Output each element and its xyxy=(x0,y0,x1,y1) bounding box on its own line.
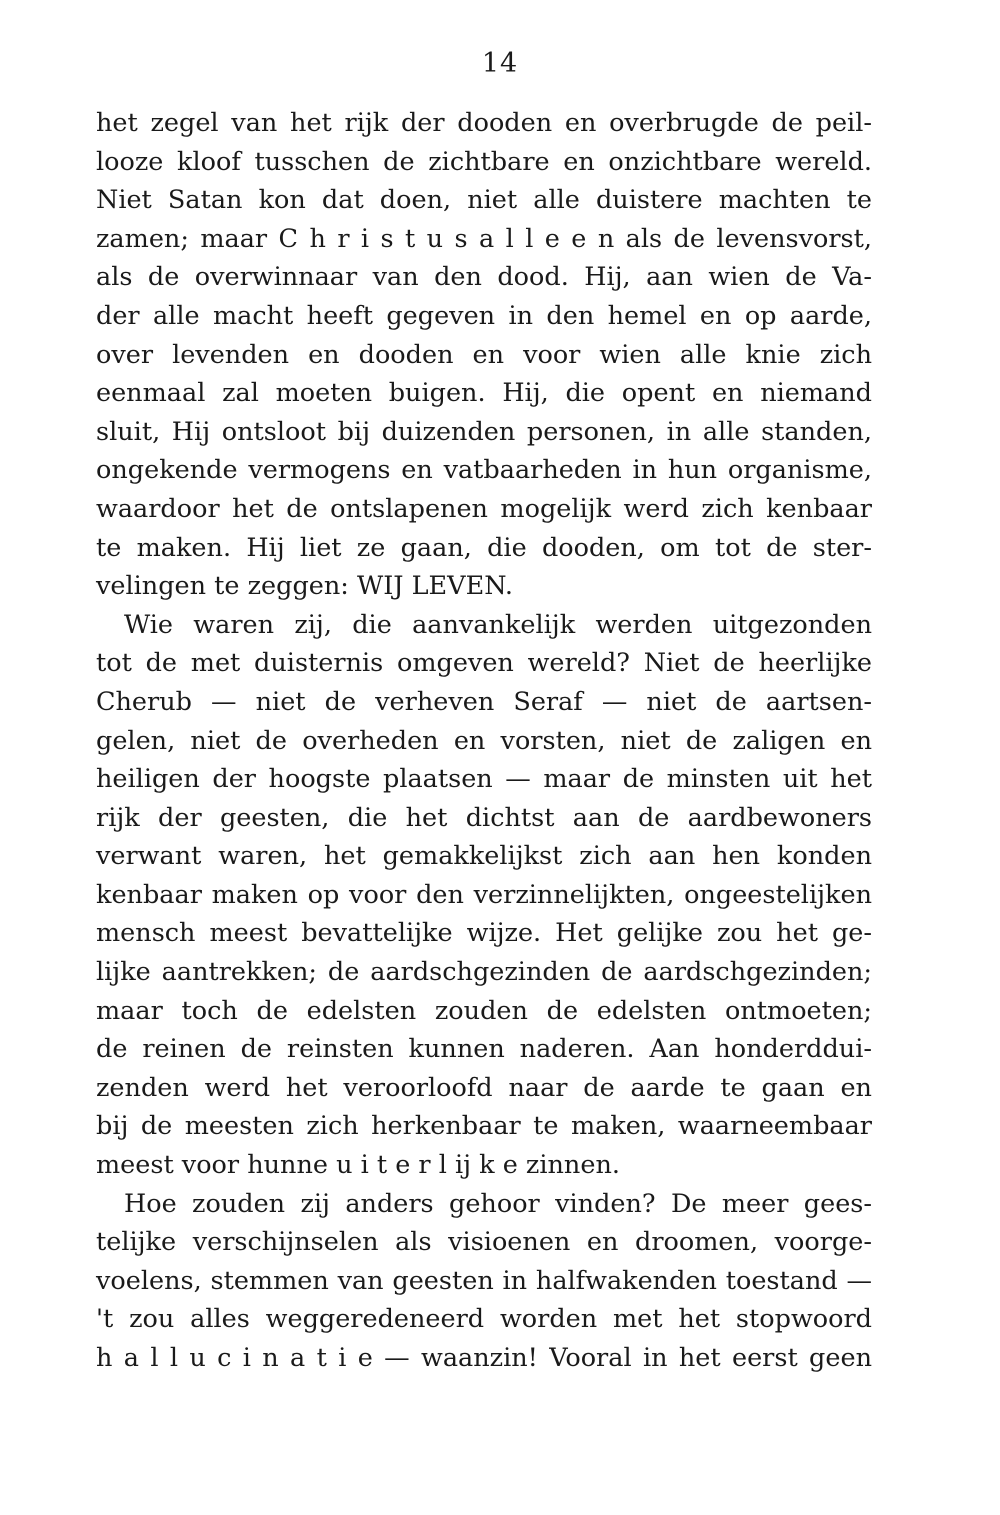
text-line: het zegel van het rijk der dooden en overbrugde de peil- xyxy=(96,108,872,138)
paragraph xyxy=(96,1185,872,1378)
text-line: velingen te zeggen: WIJ LEVEN. xyxy=(96,571,513,602)
text-line: Cherub — niet de verheven Seraf — niet de aartsen- xyxy=(96,686,872,717)
text-line: zenden werd het veroorloofd naar de aarde te gaan en xyxy=(96,1072,872,1103)
text-line: bij de meesten zich herkenbaar te maken, waarneembaar xyxy=(96,1111,872,1142)
text-line: lijke aantrekken; de aardschgezinden de aardschgezinden; xyxy=(96,957,872,988)
text-line: te maken. Hij liet ze gaan, die dooden, om tot de ster- xyxy=(96,532,872,563)
text-line: als de overwinnaar van den dood. Hij, aan wien de Va- xyxy=(96,262,872,293)
text-line: Niet Satan kon dat doen, niet alle duistere machten te xyxy=(96,185,872,216)
text-line: mensch meest bevattelijke wijze. Het gelijke zou het ge- xyxy=(96,918,872,949)
text-line: der alle macht heeft gegeven in den hemel en op aarde, xyxy=(96,300,872,331)
page-body xyxy=(96,104,872,1378)
text-line: h a l l u c i n a t i e — waanzin! Vooral in het eerst geen xyxy=(96,1343,872,1373)
page-number: 14 xyxy=(481,48,519,79)
text-line: meest voor hunne u i t e r l ij k e zinnen. xyxy=(96,1150,620,1181)
text-line: zamen; maar C h r i s t u s a l l e e n als de levensvorst, xyxy=(96,223,872,254)
text-line: de reinen de reinsten kunnen naderen. Aan honderddui- xyxy=(96,1034,872,1065)
text-line: heiligen der hoogste plaatsen — maar de minsten uit het xyxy=(96,764,872,795)
text-line: telijke verschijnselen als visioenen en droomen, voorge- xyxy=(96,1227,872,1258)
text-line: verwant waren, het gemakkelijkst zich aan hen konden xyxy=(96,841,872,872)
text-line: over levenden en dooden en voor wien alle knie zich xyxy=(96,339,872,370)
paragraph xyxy=(96,606,872,1185)
text-line: sluit, Hij ontsloot bij duizenden personen, in alle standen, xyxy=(96,416,872,447)
text-line: maar toch de edelsten zouden de edelsten ontmoeten; xyxy=(96,995,872,1026)
text-line: waardoor het de ontslapenen mogelijk werd zich kenbaar xyxy=(96,493,872,524)
text-line: looze kloof tusschen de zichtbare en onzichtbare wereld. xyxy=(96,146,872,177)
text-line: tot de met duisternis omgeven wereld? Niet de heerlijke xyxy=(96,648,872,679)
text-line: ongekende vermogens en vatbaarheden in hun organisme, xyxy=(96,455,872,486)
text-line: Wie waren zij, die aanvankelijk werden uitgezonden xyxy=(124,609,872,640)
text-line: Hoe zouden zij anders gehoor vinden? De meer gees- xyxy=(124,1188,872,1219)
paragraph xyxy=(96,104,872,606)
text-line: gelen, niet de overheden en vorsten, niet de zaligen en xyxy=(96,725,872,756)
text-line: voelens, stemmen van geesten in halfwakenden toestand — xyxy=(96,1265,872,1296)
text-line: rijk der geesten, die het dichtst aan de aardbewoners xyxy=(96,802,872,833)
text-line: kenbaar maken op voor den verzinnelijkten, ongeestelijken xyxy=(96,879,872,910)
text-line: 't zou alles weggeredeneerd worden met het stopwoord xyxy=(96,1304,872,1335)
text-line: eenmaal zal moeten buigen. Hij, die opent en niemand xyxy=(96,378,872,409)
